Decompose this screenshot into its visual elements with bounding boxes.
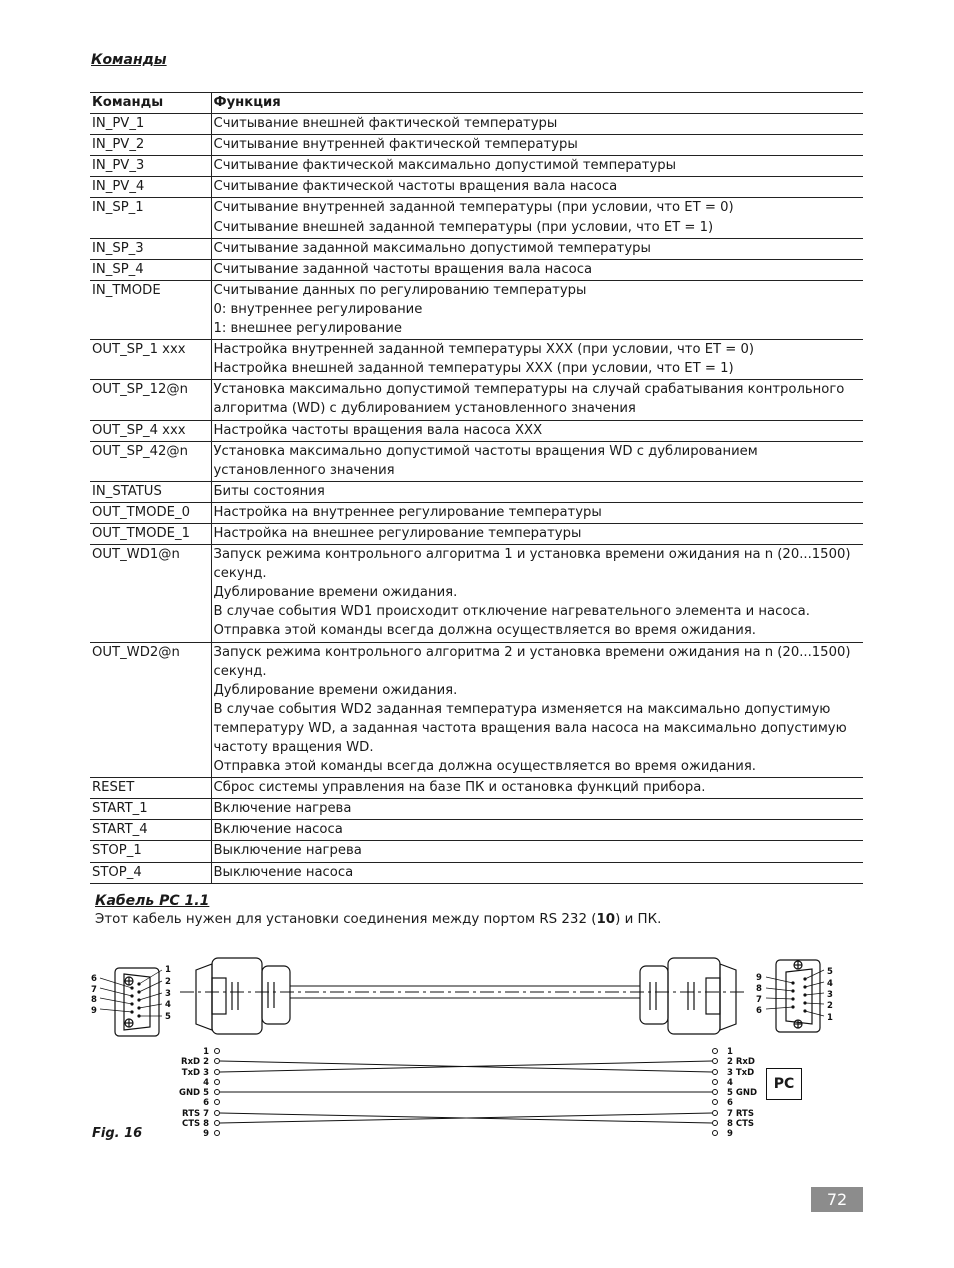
- right-pin-label: 2: [827, 1001, 833, 1011]
- right-pin-label: 6: [756, 1006, 762, 1016]
- command-cell: OUT_WD2@n: [90, 642, 211, 778]
- function-line: Считывание внешней заданной температуры (при условии, что ET = 1): [213, 219, 714, 235]
- right-pin-label: 8: [756, 984, 762, 994]
- command-cell: IN_SP_1: [90, 198, 211, 238]
- function-line: Выключение насоса: [213, 864, 354, 880]
- left-wiring-label: GND 5: [178, 1088, 209, 1098]
- right-wiring-label: 2 RxD: [727, 1057, 755, 1067]
- left-wiring-label: 4: [203, 1078, 209, 1088]
- command-cell: IN_PV_3: [90, 156, 211, 177]
- function-line: Включение насоса: [213, 822, 343, 838]
- function-line: Отправка этой команды всегда должна осуществляется во время ожидания.: [213, 623, 756, 639]
- left-wiring-label: RxD 2: [181, 1057, 209, 1067]
- function-line: Установка максимально допустимой температуры на случай срабатывания контрольного: [213, 382, 845, 398]
- left-pin-label: 6: [91, 974, 97, 984]
- right-wiring-label: 8 CTS: [727, 1119, 755, 1129]
- function-line: алгоритма (WD) с дублированием установленного значения: [213, 401, 636, 417]
- command-cell: IN_SP_4: [90, 259, 211, 280]
- right-wiring-label: 9: [727, 1129, 733, 1139]
- left-pin-label: 2: [165, 977, 171, 987]
- cable: [180, 986, 745, 998]
- function-line: Дублирование времени ожидания.: [213, 585, 458, 601]
- command-cell: START_1: [90, 799, 211, 820]
- header-commands: Команды: [90, 93, 211, 114]
- function-line: Отправка этой команды всегда должна осуществляется во время ожидания.: [213, 759, 756, 775]
- cable-desc-text-end: ) и ПК.: [615, 912, 662, 927]
- right-wiring-label: 3 TxD: [727, 1068, 755, 1078]
- function-line: Считывание фактической максимально допустимой температуры: [213, 158, 677, 174]
- function-line: температуру WD, а заданная частота вращения вала насоса на максимально допустимую: [213, 720, 847, 736]
- left-wiring-label: 9: [203, 1129, 209, 1139]
- cable-desc-text: Этот кабель нужен для установки соединения между портом RS 232 (: [95, 912, 597, 927]
- command-cell: OUT_WD1@n: [90, 545, 211, 642]
- left-pin-label: 3: [165, 989, 171, 999]
- left-pin-label: 8: [91, 995, 97, 1005]
- left-wiring-label: TxD 3: [181, 1068, 209, 1078]
- left-wiring-label: RTS 7: [182, 1109, 209, 1119]
- function-line: секунд.: [213, 566, 267, 582]
- function-line: Сброс системы управления на базе ПК и остановка функций прибора.: [213, 780, 706, 796]
- function-line: Считывание данных по регулированию температуры: [213, 282, 587, 298]
- right-pin-label: 9: [756, 973, 762, 983]
- command-cell: START_4: [90, 820, 211, 841]
- right-wiring-label: 4: [727, 1078, 733, 1088]
- right-wiring-label: 7 RTS: [727, 1109, 754, 1119]
- left-pin-label: 1: [165, 965, 171, 975]
- left-pin-label: 4: [165, 1000, 171, 1010]
- function-line: Дублирование времени ожидания.: [213, 682, 458, 698]
- function-line: Настройка внутренней заданной температуры XXX (при условии, что ET = 0): [213, 342, 755, 358]
- left-wiring-label: 1: [203, 1047, 209, 1057]
- left-wiring-label: CTS 8: [181, 1119, 209, 1129]
- command-cell: STOP_1: [90, 841, 211, 862]
- command-cell: IN_PV_4: [90, 177, 211, 198]
- right-pin-label: 4: [827, 979, 833, 989]
- command-cell: STOP_4: [90, 862, 211, 883]
- command-cell: IN_STATUS: [90, 481, 211, 502]
- function-line: Биты состояния: [213, 483, 325, 499]
- function-line: 1: внешнее регулирование: [213, 321, 402, 337]
- right-pin-label: 3: [827, 990, 833, 1000]
- left-pin-label: 7: [91, 985, 97, 995]
- function-line: Настройка на внешнее регулирование температуры: [213, 525, 582, 541]
- function-line: В случае события WD1 происходит отключение нагревательного элемента и насоса.: [213, 604, 810, 620]
- pc-label-box: PC: [766, 1068, 802, 1100]
- function-line: 0: внутреннее регулирование: [213, 301, 423, 317]
- commands-heading: Команды: [91, 52, 167, 68]
- function-line: Считывание внутренней заданной температуры (при условии, что ET = 0): [213, 200, 734, 216]
- command-cell: OUT_SP_42@n: [90, 441, 211, 481]
- cable-desc-port-number: 10: [596, 912, 616, 927]
- function-line: Считывание фактической частоты вращения вала насоса: [213, 179, 618, 195]
- left-pin-label: 5: [165, 1012, 171, 1022]
- command-cell: OUT_SP_4 xxx: [90, 420, 211, 441]
- command-cell: IN_PV_2: [90, 135, 211, 156]
- function-line: Выключение нагрева: [213, 843, 362, 859]
- command-cell: OUT_TMODE_1: [90, 523, 211, 544]
- function-line: секунд.: [213, 663, 267, 679]
- function-line: частоту вращения WD.: [213, 740, 374, 755]
- function-line: Считывание внешней фактической температуры: [213, 116, 558, 132]
- left-pin-label: 9: [91, 1006, 97, 1016]
- right-wiring-label: 6: [727, 1098, 733, 1108]
- function-line: Запуск режима контрольного алгоритма 2 и установка времени ожидания на n (20...1500): [213, 644, 851, 660]
- left-wiring-label: 6: [203, 1098, 209, 1108]
- right-wiring-label: 5 GND: [727, 1088, 758, 1098]
- function-line: Настройка на внутреннее регулирование температуры: [213, 504, 602, 520]
- command-cell: IN_SP_3: [90, 238, 211, 259]
- function-line: Включение нагрева: [213, 801, 352, 817]
- right-pin-label: 7: [756, 995, 762, 1005]
- command-cell: OUT_SP_1 xxx: [90, 340, 211, 380]
- right-db9-front-view: [776, 960, 820, 1032]
- command-cell: OUT_TMODE_0: [90, 502, 211, 523]
- function-line: Настройка внешней заданной температуры XXX (при условии, что ET = 1): [213, 361, 734, 377]
- right-connector-side-view: [640, 958, 736, 1034]
- function-line: Считывание заданной максимально допустимой температуры: [213, 240, 651, 256]
- command-cell: IN_PV_1: [90, 114, 211, 135]
- page-number: 72: [811, 1187, 863, 1212]
- function-line: В случае события WD2 заданная температура изменяется на максимально допустимую: [213, 701, 831, 717]
- function-line: Установка максимально допустимой частоты вращения WD с дублированием: [213, 443, 758, 459]
- function-line: Считывание заданной частоты вращения вала насоса: [213, 261, 593, 277]
- command-cell: RESET: [90, 778, 211, 799]
- right-wiring-label: 1: [727, 1047, 733, 1057]
- right-pin-label: 1: [827, 1013, 833, 1023]
- function-line: Запуск режима контрольного алгоритма 1 и установка времени ожидания на n (20...1500): [213, 547, 851, 563]
- right-pin-label: 5: [827, 967, 833, 977]
- function-line: установленного значения: [213, 462, 395, 478]
- command-cell: IN_TMODE: [90, 280, 211, 339]
- left-connector-side-view: [196, 958, 290, 1034]
- command-cell: OUT_SP_12@n: [90, 380, 211, 420]
- cable-title: Кабель PC 1.1: [95, 893, 210, 909]
- function-line: Считывание внутренней фактической температуры: [213, 137, 578, 153]
- header-function: Функция: [211, 93, 863, 114]
- function-line: Настройка частоты вращения вала насоса XXX: [213, 422, 543, 438]
- figure-label: Fig. 16: [92, 1126, 143, 1141]
